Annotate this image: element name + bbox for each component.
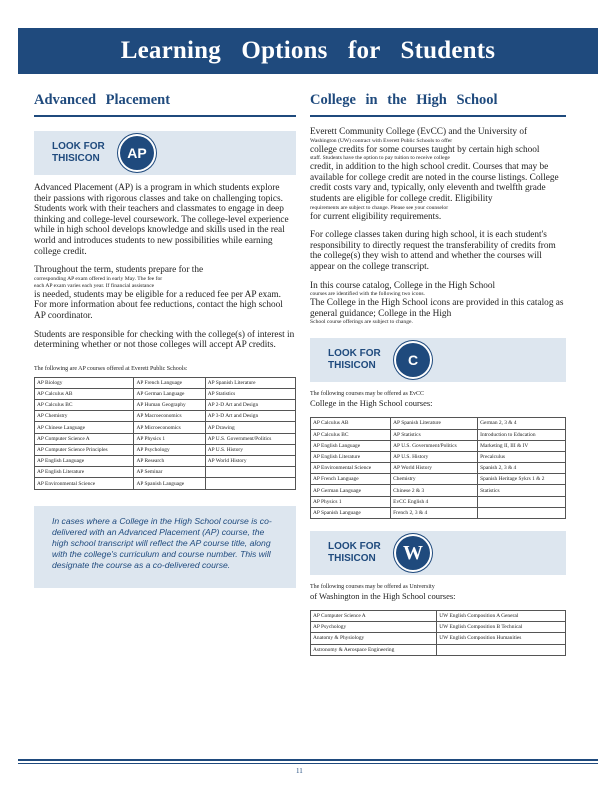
table-cell: French 2, 3 & 4 xyxy=(391,507,478,518)
ap-exam-text-1: Throughout the term, students prepare for the xyxy=(34,265,204,276)
look-for-line1: LOOK FOR xyxy=(52,141,105,152)
table-cell: AP 3-D Art and Design xyxy=(205,411,295,422)
table-cell: AP Physics 1 xyxy=(311,496,391,507)
look-for-line2: THISICON xyxy=(328,360,376,372)
ap-intro-paragraph: Advanced Placement (AP) is a program in which students explore their passions with rigorous classes and take on challenging topics. Students work with their teachers and classmates to engage in deep thinking and college-level coursework. The college-level experience while in high school develops knowledge and skills used in the real world and introduces students to new possibilities while earning college credit. xyxy=(34,183,289,257)
uw-course-table xyxy=(310,610,566,656)
chs-intro-paragraph xyxy=(310,127,566,222)
table-row xyxy=(35,388,296,399)
table-cell: AP Human Geography xyxy=(134,400,205,411)
table-row xyxy=(311,440,566,451)
table-cell: AP U.S. History xyxy=(205,444,295,455)
ap-exam-text-2: corresponding AP exam offered in early May. The fee for xyxy=(34,275,163,282)
look-for-line1: LOOK FOR xyxy=(328,348,381,360)
table-cell: AP World History xyxy=(391,463,478,474)
table-cell: AP Physics 1 xyxy=(134,433,205,444)
table-cell: AP Biology xyxy=(35,377,134,388)
chs-icons-4: School course offerings are subject to change. xyxy=(310,319,413,326)
table-cell: AP Research xyxy=(134,456,205,467)
ap-look-for-box xyxy=(34,131,296,175)
table-cell: AP Chinese Language xyxy=(35,422,134,433)
table-row xyxy=(311,451,566,462)
table-cell: AP Calculus BC xyxy=(311,429,391,440)
chs-intro-3: college credits for some courses taught by certain high school xyxy=(310,144,540,155)
uw-table-caption xyxy=(310,583,566,602)
table-cell: AP Chemistry xyxy=(35,411,134,422)
chs-transfer-paragraph: For college classes taken during high school, it is each student's responsibility to directly request the transferability of credits from the college(s) they wish to attend and whether the courses will appear on the college transcript. xyxy=(310,230,556,272)
table-cell: AP Statistics xyxy=(391,429,478,440)
co-delivered-callout: In cases where a College in the High School course is co-delivered with an Advanced Placement (AP) course, the high school transcript will reflect the AP course title, along with the college's curriculum and course number. This will designate the course as a co-delivered course. xyxy=(34,506,296,588)
chs-intro-2: Washington (UW) contract with Everett Public Schools to offer xyxy=(310,137,453,144)
table-cell: AP Spanish Literature xyxy=(205,377,295,388)
table-row xyxy=(35,422,296,433)
table-row xyxy=(311,611,566,622)
table-row xyxy=(311,622,566,633)
look-for-line2: THISICON xyxy=(52,153,100,164)
look-for-line1: LOOK FOR xyxy=(328,541,381,552)
look-for-label xyxy=(52,141,112,165)
table-cell: AP Spanish Language xyxy=(311,507,391,518)
evcc-look-for-box xyxy=(310,338,566,382)
table-cell: AP World History xyxy=(205,456,295,467)
chs-intro-6: requirements are subject to change. Please see your counselor xyxy=(310,204,449,211)
table-cell: Marketing II, III & IV xyxy=(478,440,566,451)
table-row xyxy=(35,411,296,422)
table-cell: AP U.S. History xyxy=(391,451,478,462)
table-row xyxy=(311,633,566,644)
table-cell: AP Calculus AB xyxy=(311,418,391,429)
look-for-label xyxy=(328,348,388,372)
table-row xyxy=(35,433,296,444)
table-cell xyxy=(478,496,566,507)
ap-table-caption: The following are AP courses offered at Everett Public Schools: xyxy=(34,365,188,372)
table-cell: Chinese 2 & 3 xyxy=(391,485,478,496)
table-cell: AP Seminar xyxy=(134,467,205,478)
table-cell: Chemistry xyxy=(391,474,478,485)
evcc-caption-1: The following courses may be offered as EvCC xyxy=(310,391,425,398)
chs-intro-7: for current eligibility requirements. xyxy=(310,211,442,222)
table-row xyxy=(311,474,566,485)
table-row xyxy=(311,507,566,518)
footer-rule xyxy=(18,759,598,761)
table-cell: UW English Composition B Technical xyxy=(437,622,566,633)
table-cell: AP German Language xyxy=(134,388,205,399)
page-title: Learning Options for Students xyxy=(120,37,496,64)
table-cell: EvCC English 4 xyxy=(391,496,478,507)
table-cell: Spanish 2, 3 & 4 xyxy=(478,463,566,474)
table-cell: Precalculus xyxy=(478,451,566,462)
uw-caption-2: of Washington in the High School courses: xyxy=(310,591,456,601)
ap-heading: Advanced Placement xyxy=(34,92,296,117)
table-cell: German 2, 3 & 4 xyxy=(478,418,566,429)
chs-intro-1: Everett Community College (EvCC) and the University of xyxy=(310,127,528,137)
table-cell: Astronomy & Aerospace Engineering xyxy=(311,644,437,655)
table-row xyxy=(311,644,566,655)
footer-rule-thin xyxy=(18,763,598,764)
ap-course-table xyxy=(34,377,296,490)
table-cell: AP Microeconomics xyxy=(134,422,205,433)
table-cell: AP French Language xyxy=(311,474,391,485)
college-in-high-school-section xyxy=(310,92,566,656)
chs-intro-4: staff. Students have the option to pay tuition to receive college xyxy=(310,155,450,162)
ap-credit-paragraph: Students are responsible for checking with the college(s) of interest in determining whether or not those colleges will accept AP credits. xyxy=(34,329,295,351)
chs-icons-3: The College in the High School icons are provided in this catalog as general guidance; College in the High xyxy=(310,298,564,319)
ap-exam-paragraph xyxy=(34,265,296,321)
table-cell: AP Drawing xyxy=(205,422,295,433)
table-row xyxy=(35,456,296,467)
table-cell: AP Statistics xyxy=(205,388,295,399)
table-cell: AP German Language xyxy=(311,485,391,496)
chs-icons-2: courses are identified with the following two icons. xyxy=(310,291,425,298)
table-cell: Spanish Heritage Sykrs 1 & 2 xyxy=(478,474,566,485)
table-cell: Anatomy & Physiology xyxy=(311,633,437,644)
table-cell xyxy=(478,507,566,518)
table-row xyxy=(35,377,296,388)
table-row xyxy=(311,485,566,496)
table-row xyxy=(311,418,566,429)
chs-heading: College in the High School xyxy=(310,92,566,117)
table-cell: AP Calculus BC xyxy=(35,400,134,411)
table-cell: AP French Language xyxy=(134,377,205,388)
table-cell: AP Macroeconomics xyxy=(134,411,205,422)
table-cell xyxy=(205,467,295,478)
uw-look-for-box xyxy=(310,531,566,575)
evcc-icon: C xyxy=(396,343,430,377)
table-cell: AP Psychology xyxy=(134,444,205,455)
table-cell xyxy=(437,644,566,655)
table-cell: UW English Composition Humanities xyxy=(437,633,566,644)
chs-icons-1: In this course catalog, College in the High School xyxy=(310,280,496,291)
table-row xyxy=(35,444,296,455)
table-row xyxy=(311,463,566,474)
evcc-table-caption xyxy=(310,390,566,409)
look-for-line2: THISICON xyxy=(328,553,376,564)
table-cell: AP U.S. Government/Politics xyxy=(205,433,295,444)
table-cell: AP Spanish Literature xyxy=(391,418,478,429)
table-cell: AP Environmental Science xyxy=(311,463,391,474)
chs-intro-5: credit, in addition to the high school credit. Courses that may be available for college credit are noted in the course listings. College credit costs vary and, typically, only eleventh and twelfth grade students are eligible for college credit. Eligibility xyxy=(310,162,559,204)
table-cell: AP Computer Science Principles xyxy=(35,444,134,455)
chs-icons-paragraph xyxy=(310,281,566,327)
table-cell: AP 2-D Art and Design xyxy=(205,400,295,411)
table-row xyxy=(311,496,566,507)
table-cell: AP Computer Science A xyxy=(35,433,134,444)
table-cell: AP English Language xyxy=(35,456,134,467)
table-cell: AP U.S. Government/Politics xyxy=(391,440,478,451)
table-row xyxy=(311,429,566,440)
table-cell: AP English Language xyxy=(311,440,391,451)
table-cell: AP Spanish Language xyxy=(134,478,205,489)
table-cell: AP English Literature xyxy=(35,467,134,478)
table-cell: Statistics xyxy=(478,485,566,496)
ap-exam-text-3: each AP exam varies each year. If financial assistance xyxy=(34,282,155,289)
uw-icon: W xyxy=(396,536,430,570)
evcc-caption-2: College in the High School courses: xyxy=(310,398,433,409)
uw-caption-1: The following courses may be offered as University xyxy=(310,584,435,590)
table-cell: AP Environmental Science xyxy=(35,478,134,489)
table-cell: AP Computer Science A xyxy=(311,611,437,622)
table-cell xyxy=(205,478,295,489)
table-cell: AP Calculus AB xyxy=(35,388,134,399)
page-banner xyxy=(18,28,598,74)
ap-exam-text-4: is needed, students may be eligible for a reduced fee per AP exam. For more information about fee reductions, contact the high school AP coordinator. xyxy=(34,289,283,321)
page-number: 11 xyxy=(296,767,303,775)
table-cell: AP Psychology xyxy=(311,622,437,633)
table-row xyxy=(35,400,296,411)
table-cell: UW English Composition A General xyxy=(437,611,566,622)
advanced-placement-section xyxy=(34,92,296,588)
table-row xyxy=(35,467,296,478)
table-cell: AP English Literature xyxy=(311,451,391,462)
table-row xyxy=(35,478,296,489)
look-for-label xyxy=(328,541,388,565)
evcc-course-table xyxy=(310,417,566,519)
table-cell: Introduction to Education xyxy=(478,429,566,440)
ap-icon: AP xyxy=(120,136,154,170)
